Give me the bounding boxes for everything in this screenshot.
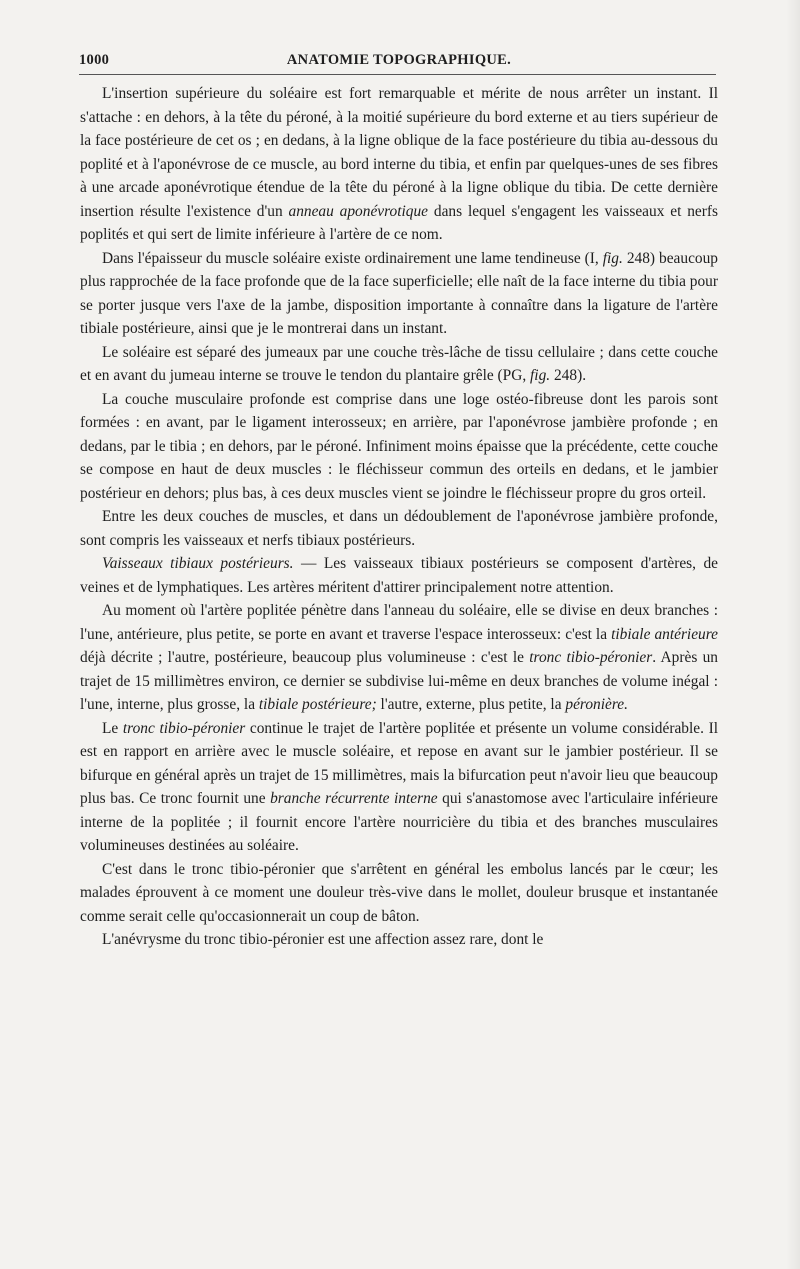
paragraph bbox=[80, 341, 718, 388]
text-run: dans lequel s'engagent les vaisseaux et nerfs poplités et qui sert de limite inférieure à l'artère de ce nom. bbox=[80, 202, 718, 243]
text-run: Au moment où l'artère poplitée pénètre dans l'anneau du soléaire, elle se divise en deux branches : l'une, antérieure, plus petite, se porte en avant et traverse l'espace interosseux: c'est la bbox=[80, 602, 718, 643]
paragraph bbox=[80, 247, 718, 341]
running-title: ANATOMIE TOPOGRAPHIQUE. bbox=[286, 52, 512, 68]
text-run: Le soléaire est séparé des jumeaux par une couche très-lâche de tissu cellulaire ; dans cette couche et en avant du jumeau interne se trouve le tendon du plantaire grêle (PG, bbox=[80, 343, 718, 384]
text-run: — Les vaisseaux tibiaux postérieurs se composent d'artères, de veines et de lymphatiques. Les artères méritent d'attirer principalement notre attention. bbox=[80, 555, 718, 596]
text-run: l'autre, externe, plus petite, la bbox=[376, 696, 566, 713]
text-run: Entre les deux couches de muscles, et dans un dédoublement de l'aponévrose jambière profonde, sont compris les vaisseaux et nerfs tibiaux postérieurs. bbox=[80, 508, 718, 549]
text-run: C'est dans le tronc tibio-péronier que s'arrêtent en général les embolus lancés par le cœur; les malades éprouvent à ce moment une douleur très-vive dans le mollet, douleur brusque et instantanée comme serait celle qu'occasionnerait un coup de bâton. bbox=[80, 860, 718, 925]
page-number: 1000 bbox=[79, 52, 110, 68]
italic-text: branche récurrente interne bbox=[270, 790, 438, 807]
paragraph bbox=[80, 552, 718, 599]
text-run: qui s'anastomose avec l'articulaire inférieure interne de la poplitée ; il fournit encore l'artère nourricière du tibia et des branches musculaires volumineuses destinées au soléaire. bbox=[80, 790, 718, 854]
italic-text: tronc tibio-péronier bbox=[529, 649, 653, 666]
italic-text: péronière. bbox=[565, 696, 628, 713]
text-run: Le bbox=[102, 719, 123, 737]
text-run: continue le trajet de l'artère poplitée et présente un volume considérable. Il est en rapport en arrière avec le muscle soléaire, et repose en avant sur le jambier postérieur. Il se bifurque en général après un trajet de 15 millimètres, mais la bifurcation peut n'avoir lieu que beaucoup plus bas. Ce tronc fournit une bbox=[80, 719, 718, 807]
page-edge-shadow bbox=[786, 0, 800, 1269]
text-run: Dans l'épaisseur du muscle soléaire existe ordinairement une lame tendineuse (I, bbox=[102, 249, 603, 267]
italic-text: fig. bbox=[602, 249, 623, 267]
italic-text: fig. bbox=[530, 367, 551, 384]
header-rule bbox=[79, 74, 716, 75]
text-run: . Après un trajet de 15 millimètres environ, ce dernier se subdivise lui-même en deux branches de volume inégal : l'une, interne, plus grosse, la bbox=[80, 649, 719, 713]
paragraph bbox=[80, 599, 718, 717]
paragraph bbox=[80, 388, 718, 506]
italic-text: tibiale postérieure; bbox=[258, 696, 377, 713]
page-header bbox=[79, 52, 719, 74]
text-run: déjà décrite ; l'autre, postérieure, beaucoup plus volumineuse : c'est le bbox=[80, 649, 530, 666]
paragraph bbox=[80, 717, 718, 858]
paragraph bbox=[80, 928, 718, 952]
body-text bbox=[80, 82, 718, 952]
italic-text: Vaisseaux tibiaux postérieurs. bbox=[102, 555, 294, 572]
italic-text: tibiale antérieure bbox=[611, 625, 718, 643]
italic-text: tronc tibio-péronier bbox=[122, 719, 246, 737]
paragraph bbox=[80, 82, 718, 247]
paragraph bbox=[80, 505, 718, 552]
paragraph bbox=[80, 858, 718, 929]
text-run: 248) beaucoup plus rapprochée de la face profonde que de la face superficielle; elle naît de la face interne du tibia pour se porter jusque vers l'axe de la jambe, disposition importante à connaître dans la ligature de l'artère tibiale postérieure, ainsi que je le montrerai dans un instant. bbox=[80, 249, 718, 337]
text-run: 248). bbox=[550, 367, 587, 384]
text-run: L'anévrysme du tronc tibio-péronier est une affection assez rare, dont le bbox=[102, 931, 544, 948]
text-run: La couche musculaire profonde est comprise dans une loge ostéo-fibreuse dont les parois sont formées : en avant, par le ligament interosseux; en arrière, par l'aponévrose jambière profonde ; en dedans, par le tibia ; en dehors, par le péroné. Infiniment moins épaisse que la précédente, cette couche se compose en haut de deux muscles : le fléchisseur commun des orteils en dedans, et le jambier postérieur en dehors; plus bas, à ces deux muscles vient se joindre le fléchisseur propre du gros orteil. bbox=[80, 390, 718, 502]
text-run: L'insertion supérieure du soléaire est fort remarquable et mérite de nous arrêter un instant. Il s'attache : en dehors, à la tête du péroné, à la moitié supérieure du bord externe et au tiers supérieur de la face postérieure de cet os ; en dedans, à la ligne oblique de la face postérieure du tibia au-dessous du poplité et à l'aponévrose de ce muscle, au bord interne du tibia, et enfin par quelques-unes de ses fibres à une arcade aponévrotique étendue de la tête du péroné à la ligne oblique du tibia. De cette dernière insertion résulte l'existence d'un bbox=[80, 85, 718, 220]
italic-text: anneau aponévrotique bbox=[288, 202, 429, 220]
